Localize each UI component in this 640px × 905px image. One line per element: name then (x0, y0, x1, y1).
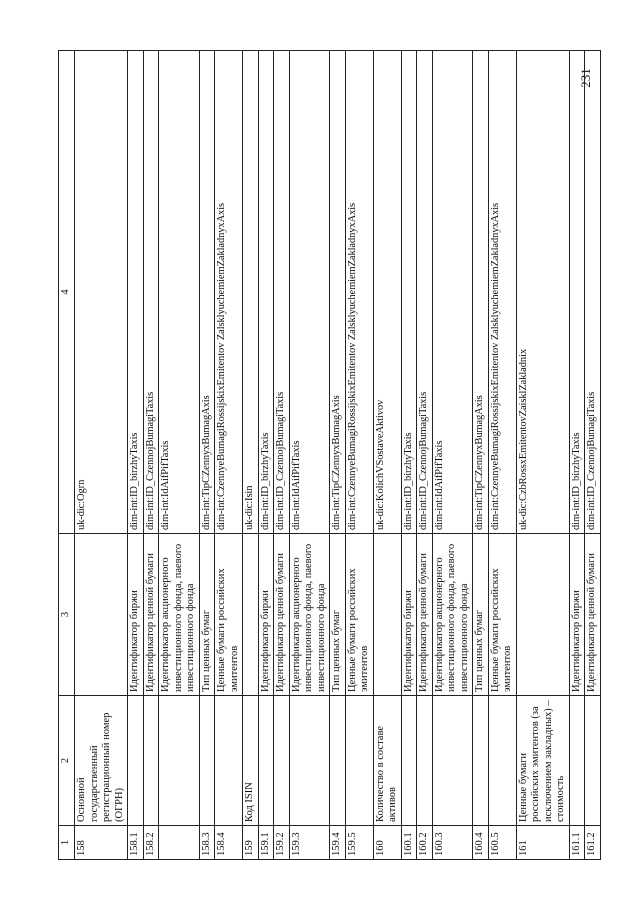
row-number-cell: 161 (516, 826, 569, 860)
taxonomy-code-cell: dim-int:IdAifPifTaxis (432, 51, 473, 534)
table-row (159, 51, 200, 860)
dimension-name-cell (243, 534, 259, 696)
taxonomy-code-cell: dim-int:ID_CzennojBumagiTaxis (417, 51, 433, 534)
dimension-name-cell: Идентификатор акционерного инвестиционного фонда, паевого инвестиционного фонда (432, 534, 473, 696)
table-row (199, 51, 215, 860)
indicator-name-cell (417, 696, 433, 826)
row-number-cell: 160.2 (417, 826, 433, 860)
indicator-name-cell (432, 696, 473, 826)
dimension-name-cell: Ценные бумаги российских эмитентов (345, 534, 373, 696)
table-row (75, 51, 128, 860)
taxonomy-code-cell: dim-int:IdAifPifTaxis (289, 51, 330, 534)
taxonomy-code-cell: dim-int:ID_CzennojBumagiTaxis (585, 51, 601, 534)
header-col-4: 4 (59, 51, 75, 534)
row-number-cell: 160.1 (401, 826, 417, 860)
dimension-name-cell: Идентификатор биржи (569, 534, 585, 696)
table-row (345, 51, 373, 860)
row-number-cell: 158.1 (128, 826, 144, 860)
dimension-name-cell: Ценные бумаги российских эмитентов (488, 534, 516, 696)
row-number-cell: 161.2 (585, 826, 601, 860)
row-number-cell: 160.4 (473, 826, 489, 860)
table-row (215, 51, 243, 860)
table-row (258, 51, 274, 860)
table-row (330, 51, 346, 860)
indicator-name-cell (401, 696, 417, 826)
taxonomy-code-cell: dim-int:ID_birzhyTaxis (128, 51, 144, 534)
dimension-name-cell: Идентификатор биржи (401, 534, 417, 696)
indicator-name-cell (289, 696, 330, 826)
dimension-name-cell: Идентификатор биржи (258, 534, 274, 696)
taxonomy-code-cell: dim-int:ID_birzhyTaxis (569, 51, 585, 534)
table-row (143, 51, 159, 860)
taxonomy-code-cell: dim-int:ID_CzennojBumagiTaxis (143, 51, 159, 534)
table-row (516, 51, 569, 860)
row-number-cell: 159 (243, 826, 259, 860)
taxonomy-code-cell: dim-int:TipCZennyxBumagAxis (473, 51, 489, 534)
indicator-name-cell (128, 696, 144, 826)
indicator-name-cell: Ценные бумаги российских эмитентов (за исключением закладных) – стоимость (516, 696, 569, 826)
taxonomy-code-cell: uk-dic:CzbRossxEmitentovZaisklZakladnix (516, 51, 569, 534)
indicator-name-cell (488, 696, 516, 826)
table-row (401, 51, 417, 860)
row-number-cell: 158.2 (143, 826, 159, 860)
table-row (128, 51, 144, 860)
dimension-name-cell: Тип ценных бумаг (473, 534, 489, 696)
dimension-name-cell: Идентификатор ценной бумаги (585, 534, 601, 696)
table-row (243, 51, 259, 860)
row-number-cell: 159.3 (289, 826, 330, 860)
taxonomy-code-cell: uk-dic:Ogrn (75, 51, 128, 534)
header-col-3: 3 (59, 534, 75, 696)
row-number-cell: 159.2 (274, 826, 290, 860)
row-number-cell: 158 (75, 826, 128, 860)
taxonomy-code-cell: uk-dic:Isin (243, 51, 259, 534)
table-row (417, 51, 433, 860)
indicator-name-cell (199, 696, 215, 826)
row-number-cell: 160.5 (488, 826, 516, 860)
indicator-name-cell (330, 696, 346, 826)
dimension-name-cell: Ценные бумаги российских эмитентов (215, 534, 243, 696)
taxonomy-code-cell: dim-int:ID_CzennojBumagiTaxis (274, 51, 290, 534)
taxonomy-table (58, 50, 601, 860)
table-row (569, 51, 585, 860)
table-row (373, 51, 401, 860)
page-number: 231 (578, 68, 593, 88)
indicator-name-cell: Код ISIN (243, 696, 259, 826)
row-number-cell: 161.1 (569, 826, 585, 860)
indicator-name-cell (345, 696, 373, 826)
dimension-name-cell: Идентификатор ценной бумаги (274, 534, 290, 696)
table-row (473, 51, 489, 860)
indicator-name-cell (258, 696, 274, 826)
indicator-name-cell (585, 696, 601, 826)
taxonomy-code-cell: dim-int:CzennyeBumagiRossijskixEmitentov ZalsklyuchemiemZakladnyxAxis (215, 51, 243, 534)
table-row (289, 51, 330, 860)
table-row (488, 51, 516, 860)
taxonomy-code-cell: dim-int:ID_birzhyTaxis (258, 51, 274, 534)
dimension-name-cell (516, 534, 569, 696)
dimension-name-cell: Идентификатор биржи (128, 534, 144, 696)
row-number-cell: 158.3 (199, 826, 215, 860)
dimension-name-cell: Тип ценных бумаг (199, 534, 215, 696)
indicator-name-cell: Количество в составе активов (373, 696, 401, 826)
row-number-cell: 159.1 (258, 826, 274, 860)
indicator-name-cell: Основной государственный регистрационный номер (ОГРН) (75, 696, 128, 826)
taxonomy-code-cell: dim-int:ID_birzhyTaxis (401, 51, 417, 534)
indicator-name-cell (473, 696, 489, 826)
row-number-cell: 158.4 (215, 826, 243, 860)
indicator-name-cell (143, 696, 159, 826)
header-col-2: 2 (59, 696, 75, 826)
header-col-1: 1 (59, 826, 75, 860)
dimension-name-cell (75, 534, 128, 696)
dimension-name-cell: Идентификатор акционерного инвестиционного фонда, паевого инвестиционного фонда (289, 534, 330, 696)
table-row (274, 51, 290, 860)
table-body (75, 51, 601, 860)
dimension-name-cell (373, 534, 401, 696)
row-number-cell (159, 826, 200, 860)
indicator-name-cell (274, 696, 290, 826)
indicator-name-cell (159, 696, 200, 826)
indicator-name-cell (569, 696, 585, 826)
row-number-cell: 159.4 (330, 826, 346, 860)
row-number-cell: 159.5 (345, 826, 373, 860)
dimension-name-cell: Идентификатор ценной бумаги (143, 534, 159, 696)
indicator-name-cell (215, 696, 243, 826)
taxonomy-code-cell: dim-int:IdAifPifTaxis (159, 51, 200, 534)
table-row (585, 51, 601, 860)
dimension-name-cell: Тип ценных бумаг (330, 534, 346, 696)
table-row (432, 51, 473, 860)
taxonomy-code-cell: dim-int:CzennyeBumagiRossijskixEmitentov ZalsklyuchemiemZakladnyxAxis (345, 51, 373, 534)
taxonomy-code-cell: uk-dic:KolichVSostaveAktivov (373, 51, 401, 534)
taxonomy-code-cell: dim-int:CzennyeBumagiRossijskixEmitentov ZalsklyuchemiemZakladnyxAxis (488, 51, 516, 534)
dimension-name-cell: Идентификатор ценной бумаги (417, 534, 433, 696)
taxonomy-code-cell: dim-int:TipCZennyxBumagAxis (330, 51, 346, 534)
dimension-name-cell: Идентификатор акционерного инвестиционного фонда, паевого инвестиционного фонда (159, 534, 200, 696)
taxonomy-code-cell: dim-int:TipCZennyxBumagAxis (199, 51, 215, 534)
table-header (59, 51, 75, 860)
row-number-cell: 160 (373, 826, 401, 860)
row-number-cell: 160.3 (432, 826, 473, 860)
